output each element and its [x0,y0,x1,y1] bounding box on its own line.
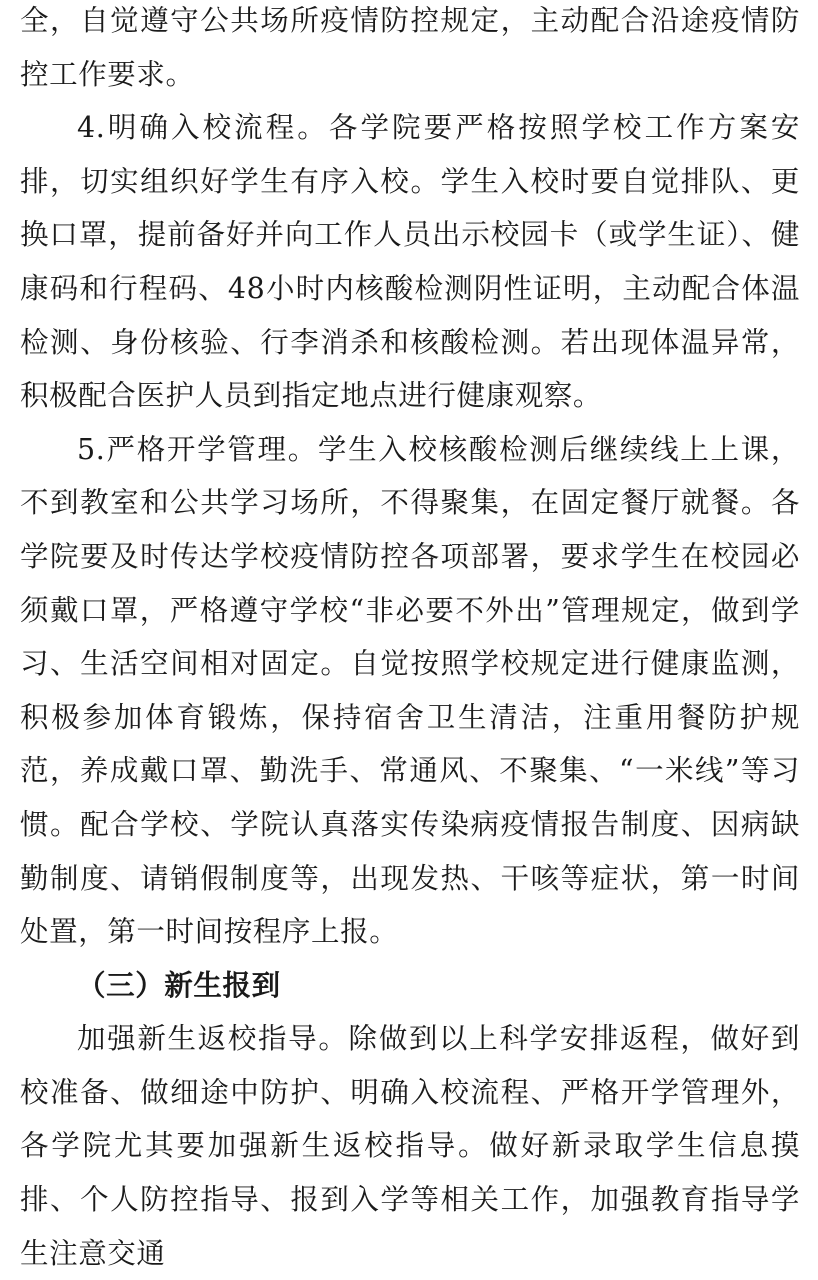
paragraph-item-4-entry-process: 4.明确入校流程。各学院要严格按照学校工作方案安排，切实组织好学生有序入校。学生入校时要自觉排队、更换口罩，提前备好并向工作人员出示校园卡（或学生证）、健康码和行程码、48小时内核酸检测阴性证明，主动配合体温检测、身份核验、行李消杀和核酸检测。若出现体温异常，积极配合医护人员到指定地点进行健康观察。 [20,111,800,413]
paragraph-new-student-guidance: 加强新生返校指导。除做到以上科学安排返程，做好到校准备、做细途中防护、明确入校流程、严格开学管理外，各学院尤其要加强新生返校指导。做好新录取学生信息摸排、个人防控指导、报到入学等相关工作，加强教育指导学生注意交通 [20,1022,800,1270]
section-heading-new-student-registration: （三）新生报到 [77,967,281,1002]
paragraph-item-5-school-management: 5.严格开学管理。学生入校核酸检测后继续线上上课，不到教室和公共学习场所，不得聚集，在固定餐厅就餐。各学院要及时传达学校疫情防控各项部署，要求学生在校园必须戴口罩，严格遵守学校“非必要不外出”管理规定，做到学习、生活空间相对固定。自觉按照学校规定进行健康监测，积极参加体育锻炼，保持宿舍卫生清洁，注重用餐防护规范，养成戴口罩、勤洗手、常通风、不聚集、“一米线”等习惯。配合学校、学院认真落实传染病疫情报告制度、因病缺勤制度、请销假制度等，出现发热、干咳等症状，第一时间处置，第一时间按程序上报。 [20,432,800,949]
paragraph-continuation: 全，自觉遵守公共场所疫情防控规定，主动配合沿途疫情防控工作要求。 [20,4,800,91]
